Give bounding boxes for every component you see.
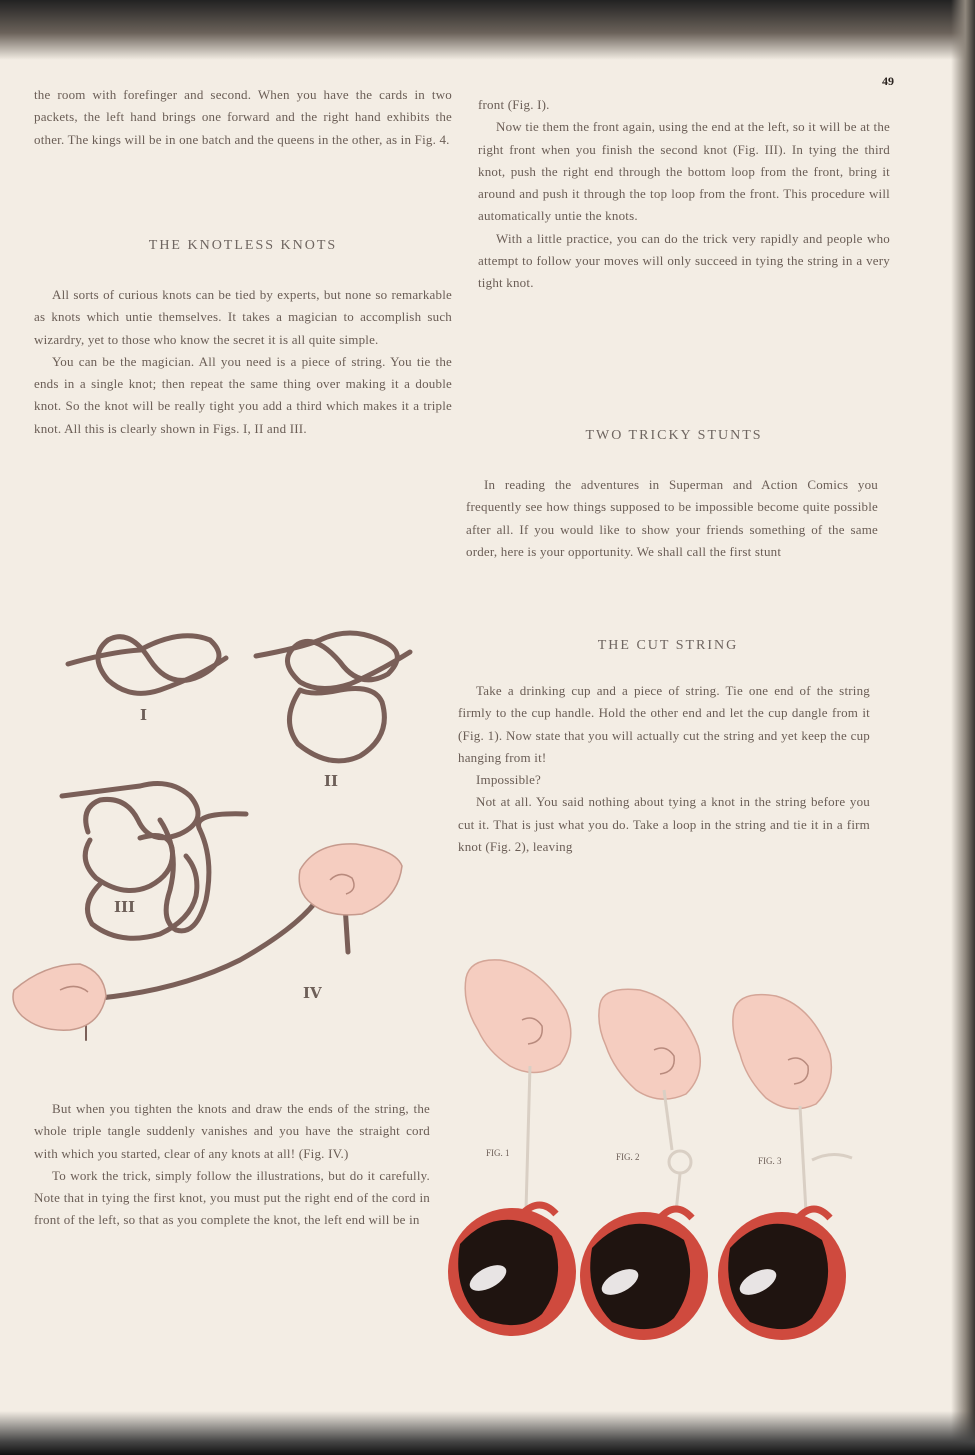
fig-label-i: I — [140, 706, 148, 724]
cup-fig-label-3: FIG. 3 — [758, 1156, 782, 1166]
cut-paragraph-3: Not at all. You said nothing about tying a knot in the string before you cut it. That is just what you do. Take a loop in the string and tie it in a firm knot (Fig. 2), leaving — [458, 794, 870, 855]
cup-fig-label-1: FIG. 1 — [486, 1148, 510, 1158]
fig-label-iii: III — [114, 898, 136, 916]
after-figures-paragraph-1: But when you tighten the knots and draw the ends of the string, the whole triple tangle suddenly vanishes and you have the straight cord with which you started, clear of any knots at all! (Fig. IV.) — [34, 1101, 430, 1161]
stunts-paragraph: In reading the adventures in Superman and Action Comics you frequently see how things supposed to be impossible become quite possible after all. If you would like to show your friends something of the same order, here is your opportunity. We shall call the first stunt — [466, 477, 878, 559]
continuation-line: front (Fig. I). — [478, 97, 550, 112]
cups — [448, 1205, 846, 1340]
knotless-paragraph-2: You can be the magician. All you need is a piece of string. You tie the ends in a single knot; then repeat the same thing over making it a double knot. So the knot will be really tight you add a third which makes it a triple knot. All this is clearly shown in Figs. I, II and III. — [34, 353, 452, 436]
cup-3 — [718, 1209, 846, 1340]
knotless-paragraph-1: All sorts of curious knots can be tied by experts, but none so remarkable as knots which untie themselves. It takes a magician to accomplish such wizardry, yet to those who know the secret it is all quite simple. — [34, 287, 452, 347]
cup-hands — [465, 960, 831, 1109]
cut-paragraph-1: Take a drinking cup and a piece of string. Tie one end of the string firmly to the cup handle. Hold the other end and let the cup dangle from it (Fig. 1). Now state that you will actually cut the string and yet keep the cup hanging from it! — [458, 683, 870, 765]
fig-label-iv: IV — [303, 984, 322, 1002]
fig-label-ii: II — [324, 772, 339, 790]
cup-fig-label-2: FIG. 2 — [616, 1152, 640, 1162]
heading-two-tricky-stunts: TWO TRICKY STUNTS — [585, 428, 763, 443]
heading-cut-string: THE CUT STRING — [597, 638, 739, 653]
heading-knotless-knots: THE KNOTLESS KNOTS — [148, 238, 338, 253]
page-number: 49 — [882, 74, 894, 88]
cup-1 — [448, 1205, 576, 1336]
cut-paragraph-2: Impossible? — [476, 772, 542, 788]
right-paragraph-1: Now tie them the front again, using the end at the left, so it will be at the right front when you finish the second knot (Fig. III). In tying the third knot, push the right end through the bottom loop from the front, bring it around and push it through the top loop from the front. This procedure will automatically untie the knots. — [478, 119, 890, 224]
right-paragraph-2: With a little practice, you can do the trick very rapidly and people who attempt to follow your moves will only succeed in tying the string in a very tight knot. — [478, 230, 890, 291]
cup-2 — [580, 1209, 708, 1340]
after-figures-paragraph-2: To work the trick, simply follow the illustrations, but do it carefully. Note that in tying the first knot, you must put the right end of the cord in front of the left, so that as you complete the knot, the left end will be in — [34, 1167, 430, 1228]
intro-paragraph: the room with forefinger and second. When you have the cards in two packets, the left hand brings one forward and the right hand exhibits the other. The kings will be in one batch and the queens in the other, as in Fig. 4. — [34, 87, 452, 147]
